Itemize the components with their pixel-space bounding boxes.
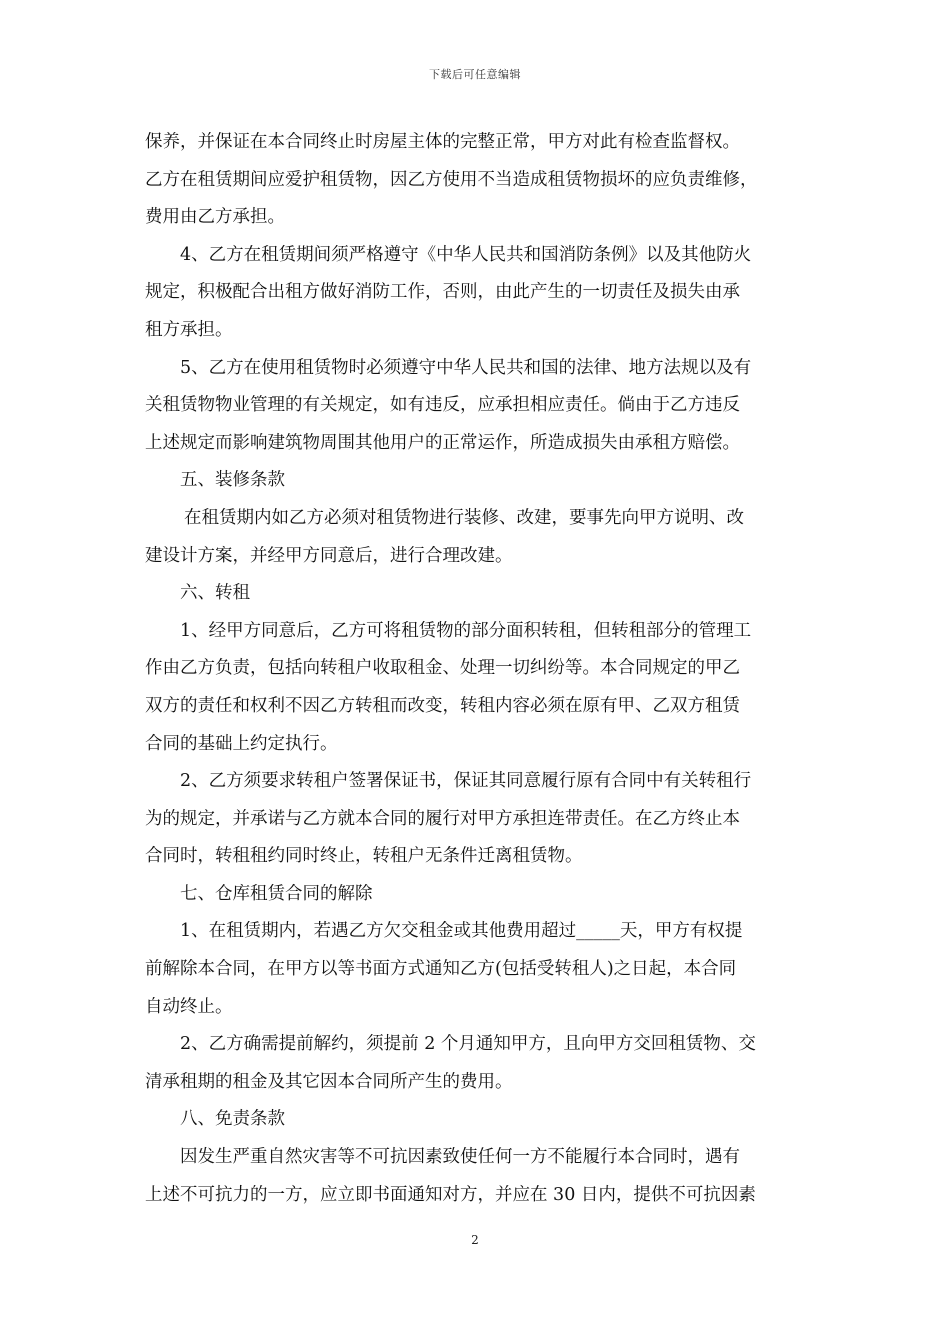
text-line: 双方的责任和权利不因乙方转租而改变，转租内容必须在原有甲、乙双方租赁 xyxy=(145,695,740,716)
text-line: 合同时，转租租约同时终止，转租户无条件迁离租赁物。 xyxy=(145,846,583,867)
section-heading: 八、免责条款 xyxy=(180,1109,285,1130)
clause-2-line: 2、乙方须要求转租户签署保证书，保证其同意履行原有合同中有关转租行 xyxy=(180,771,752,792)
page-number: 2 xyxy=(471,1233,479,1247)
text-line: 作由乙方负责，包括向转租户收取租金、处理一切纠纷等。本合同规定的甲乙 xyxy=(145,658,740,679)
document-body xyxy=(145,124,810,1214)
text-line: 保养，并保证在本合同终止时房屋主体的完整正常，甲方对此有检查监督权。 xyxy=(145,132,740,152)
text-line: 上述不可抗力的一方，应立即书面通知对方，并应在 30 日内，提供不可抗因素 xyxy=(145,1184,756,1205)
page-header: 下载后可任意编辑 xyxy=(429,68,521,81)
text-line: 合同的基础上约定执行。 xyxy=(145,733,338,754)
paragraph-start-line: 因发生严重自然灾害等不可抗因素致使任何一方不能履行本合同时，遇有 xyxy=(180,1147,740,1168)
text-line: 乙方在租赁期间应爱护租赁物，因乙方使用不当造成租赁物损坏的应负责维修， xyxy=(145,169,758,190)
section-heading: 七、仓库租赁合同的解除 xyxy=(180,883,373,904)
text-line: 为的规定，并承诺与乙方就本合同的履行对甲方承担连带责任。在乙方终止本 xyxy=(145,808,740,829)
text-line: 建设计方案，并经甲方同意后，进行合理改建。 xyxy=(145,545,513,566)
section-heading: 六、转租 xyxy=(180,583,250,604)
text-line: 费用由乙方承担。 xyxy=(145,207,285,228)
clause-4-line: 4、乙方在租赁期间须严格遵守《中华人民共和国消防条例》以及其他防火 xyxy=(180,244,752,265)
text-line: 自动终止。 xyxy=(145,996,233,1017)
clause-1-line: 1、在租赁期内，若遇乙方欠交租金或其他费用超过_____天，甲方有权提 xyxy=(180,921,743,942)
text-line: 上述规定而影响建筑物周围其他用户的正常运作，所造成损失由承租方赔偿。 xyxy=(145,432,740,453)
clause-1-line: 1、经甲方同意后，乙方可将租赁物的部分面积转租，但转租部分的管理工 xyxy=(180,620,752,641)
paragraph-start-line: 在租赁期内如乙方必须对租赁物进行装修、改建，要事先向甲方说明、改 xyxy=(184,507,744,528)
text-line: 规定，积极配合出租方做好消防工作，否则，由此产生的一切责任及损失由承 xyxy=(145,282,740,303)
text-line: 清承租期的租金及其它因本合同所产生的费用。 xyxy=(145,1071,513,1092)
clause-2-line: 2、乙方确需提前解约，须提前 2 个月通知甲方，且向甲方交回租赁物、交 xyxy=(180,1034,756,1055)
section-heading: 五、装修条款 xyxy=(180,470,285,491)
text-line: 前解除本合同，在甲方以等书面方式通知乙方(包括受转租人)之日起，本合同 xyxy=(145,959,737,980)
clause-5-line: 5、乙方在使用租赁物时必须遵守中华人民共和国的法律、地方法规以及有 xyxy=(180,357,752,378)
text-line: 关租赁物物业管理的有关规定，如有违反，应承担相应责任。倘由于乙方违反 xyxy=(145,395,740,416)
text-line: 租方承担。 xyxy=(145,319,233,340)
